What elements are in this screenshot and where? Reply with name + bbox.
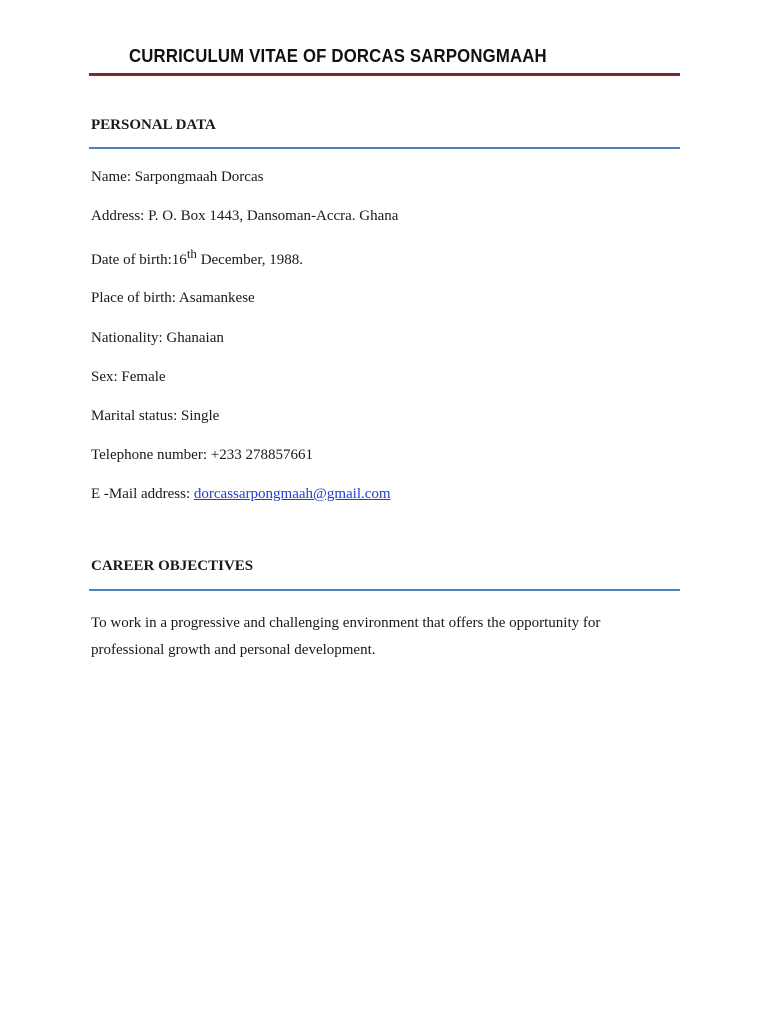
career-objectives-heading: CAREER OBJECTIVES [91, 558, 254, 574]
marital-status-field: Marital status: Single [91, 408, 220, 424]
career-objectives-divider [89, 589, 680, 591]
dob-ordinal: th [186, 246, 197, 261]
email-label: E -Mail address: [91, 486, 194, 502]
personal-data-heading: PERSONAL DATA [91, 117, 216, 133]
sex-field: Sex: Female [91, 369, 166, 385]
personal-data-divider [89, 147, 680, 149]
nationality-field: Nationality: Ghanaian [91, 330, 224, 346]
email-link[interactable]: dorcassarpongmaah@gmail.com [193, 486, 391, 502]
place-of-birth-field: Place of birth: Asamankese [91, 290, 255, 306]
telephone-field: Telephone number: +233 278857661 [91, 447, 313, 463]
document-title: CURRICULUM VITAE OF DORCAS SARPONGMAAH [129, 46, 547, 66]
dob-prefix: Date of birth:16 [91, 252, 187, 268]
email-field [91, 485, 391, 503]
name-field: Name: Sarpongmaah Dorcas [91, 169, 264, 185]
date-of-birth-field [91, 246, 303, 269]
title-divider [89, 73, 680, 76]
dob-suffix: December, 1988. [196, 252, 303, 268]
address-field: Address: P. O. Box 1443, Dansoman-Accra. Ghana [91, 208, 399, 224]
career-objectives-text: To work in a progressive and challenging environment that offers the opportunity for professional growth and personal development. [91, 615, 601, 658]
